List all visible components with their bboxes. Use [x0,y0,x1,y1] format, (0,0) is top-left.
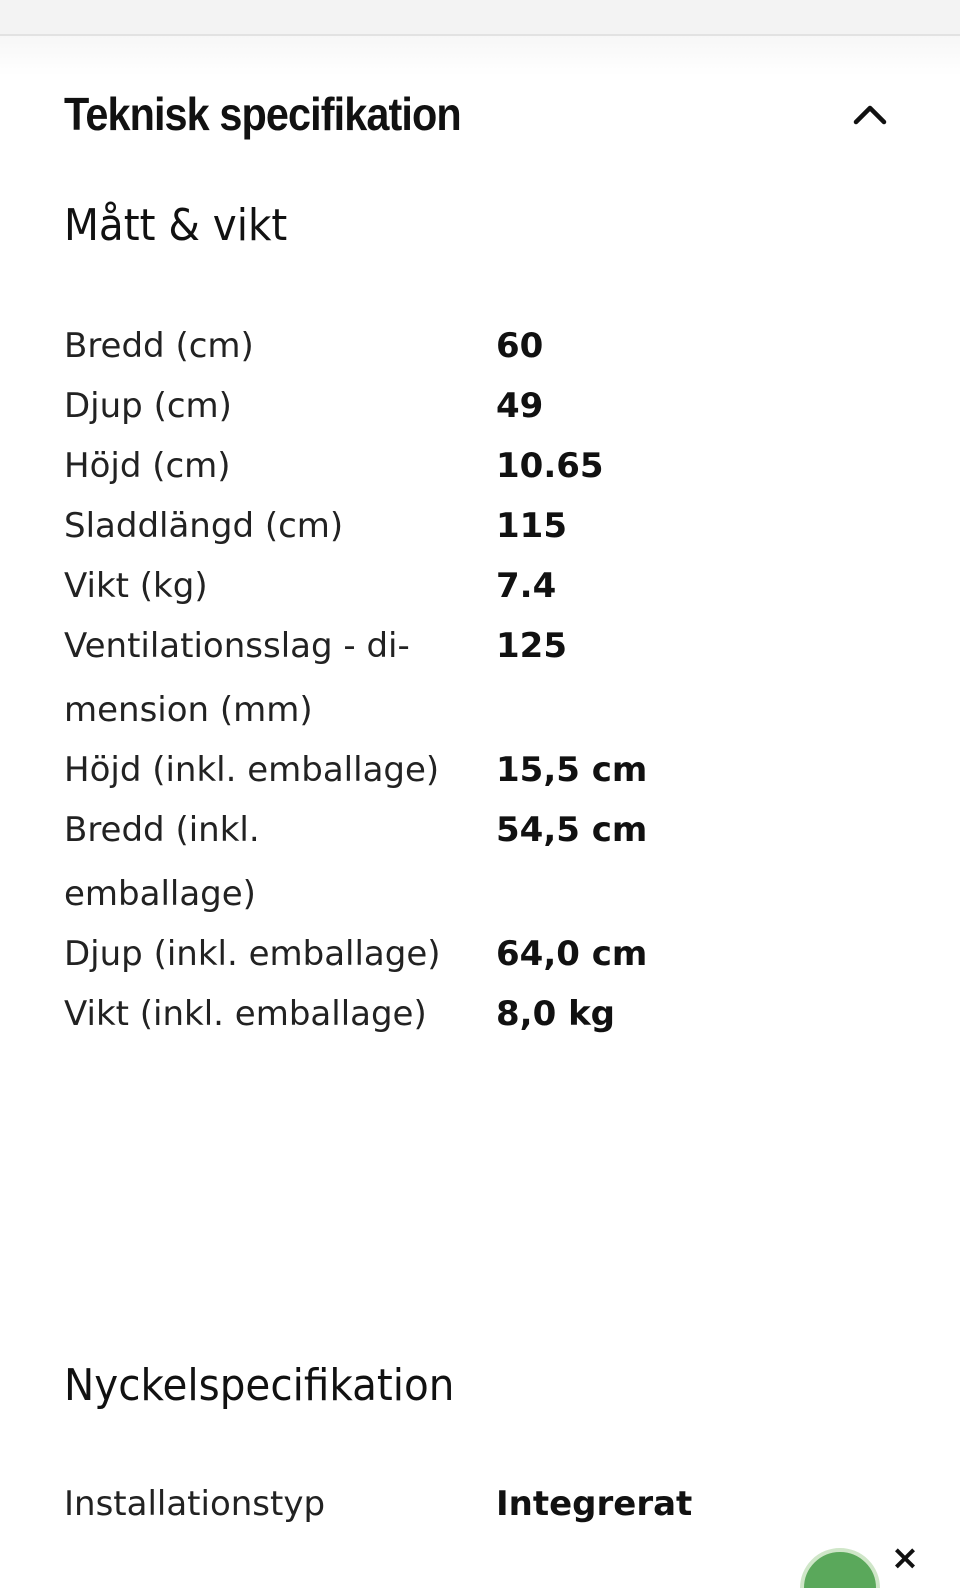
spec-value: 10.65 [496,446,604,486]
chevron-up-icon[interactable] [846,90,894,138]
spec-label: Djup (cm) [64,386,232,426]
spec-label: Djup (inkl. emballage) [64,934,441,974]
section-title: Teknisk specifikation [64,88,461,140]
spec-value: 115 [496,506,567,546]
spec-list-dimensions [64,314,884,1042]
spec-label: Ventilationsslag - di- mension (mm) [64,626,410,730]
tech-spec-accordion-header[interactable] [64,78,904,150]
floating-badge[interactable] [800,1548,880,1588]
spec-label: Vikt (kg) [64,566,208,606]
spec-row [64,374,884,434]
group-title-dimensions: Mått & vikt [64,200,288,251]
spec-value: Integrerat [496,1484,693,1524]
spec-label: Bredd (inkl. emballage) [64,810,260,914]
spec-row [64,314,884,374]
spec-row [64,982,884,1042]
spec-label: Vikt (inkl. emballage) [64,994,427,1034]
spec-label: Installationstyp [64,1484,326,1524]
spec-value: 64,0 cm [496,934,648,974]
spec-value: 49 [496,386,544,426]
spec-row [64,614,884,738]
spec-row [64,494,884,554]
top-shadow [0,36,960,76]
spec-row [64,738,884,798]
spec-row [64,922,884,982]
spec-label: Bredd (cm) [64,326,254,366]
spec-value: 7.4 [496,566,557,606]
spec-list-key-specs [64,1472,884,1532]
spec-value: 15,5 cm [496,750,648,790]
spec-row [64,554,884,614]
spec-value: 8,0 kg [496,994,616,1034]
spec-value: 54,5 cm [496,810,648,850]
spec-label: Sladdlängd (cm) [64,506,344,546]
top-bar [0,0,960,36]
spec-row [64,1472,884,1532]
spec-row [64,434,884,494]
spec-label: Höjd (inkl. emballage) [64,750,440,790]
close-icon[interactable]: × [885,1538,925,1578]
group-title-key-specs: Nyckelspecifikation [64,1360,455,1411]
spec-value: 60 [496,326,544,366]
spec-value: 125 [496,626,567,666]
spec-row [64,798,884,922]
spec-label: Höjd (cm) [64,446,231,486]
